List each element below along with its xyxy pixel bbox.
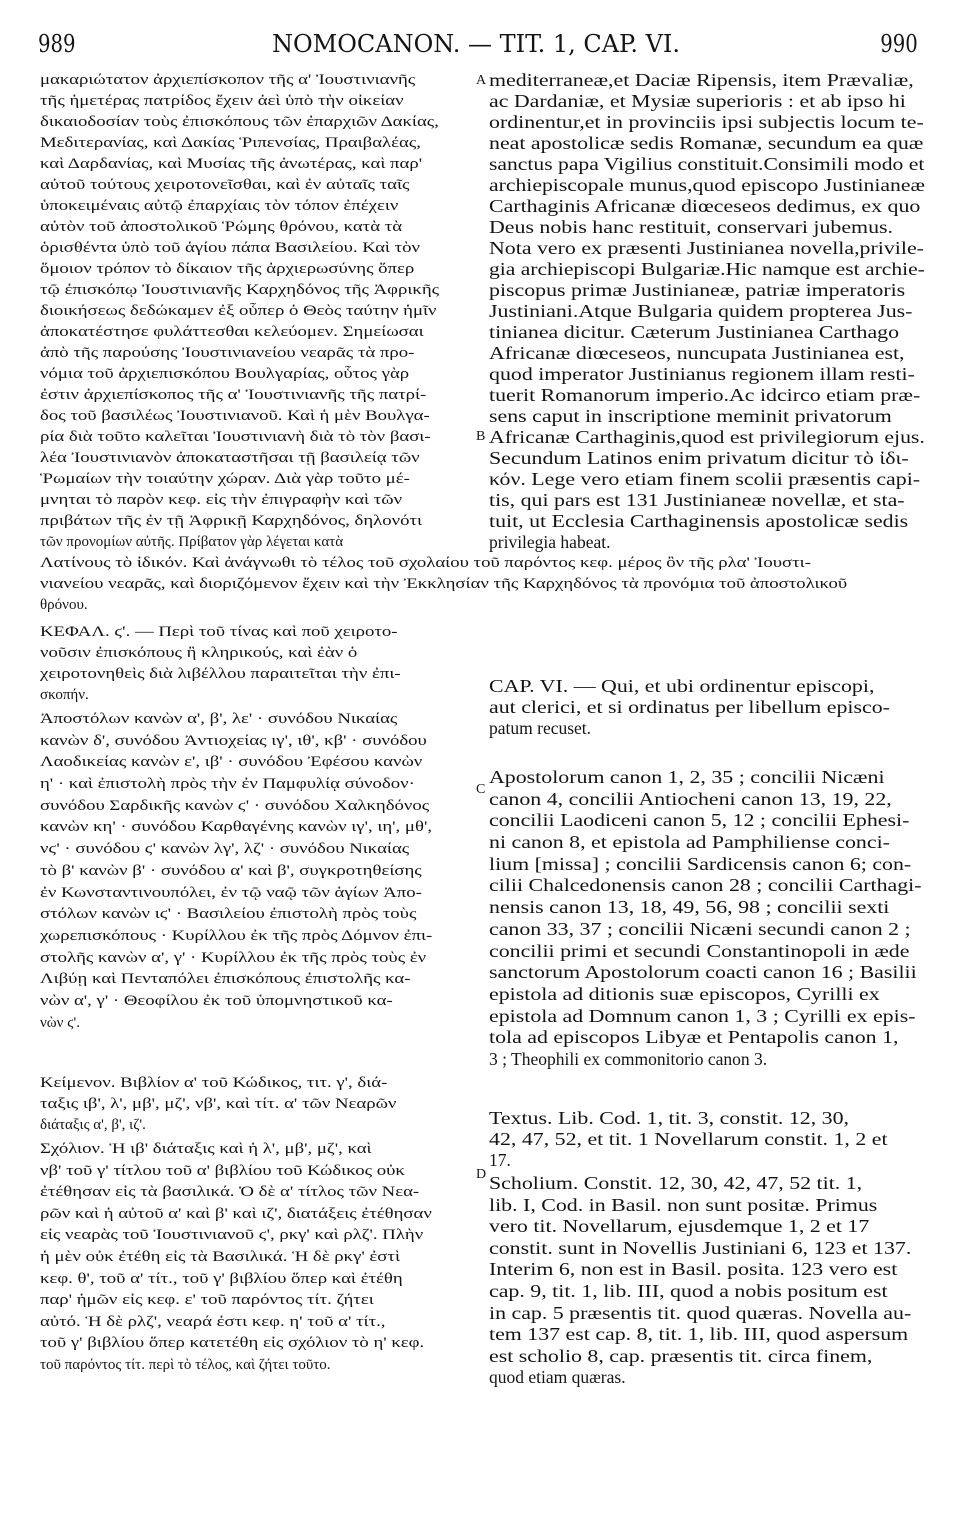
greek-scholium-line: Σχόλιον. Ἡ ιβ' διάταξις καὶ ἡ λ', μβ', μζ', καὶ: [40, 1141, 372, 1157]
latin-text-line: quod imperator Justinianus regionem illam resti-: [489, 364, 915, 384]
latin-text-line: ac Dardaniæ, et Mysiæ superioris : et ab ipso hi: [489, 91, 906, 111]
greek-canon-line: ἐν Κωνσταντινουπόλει, ἐν τῷ ναῷ τῶν ἁγίων Ἀπο-: [40, 884, 422, 901]
page-header: [34, 30, 918, 64]
greek-canon-line: Ἀποστόλων κανὼν α', β', λε' · συνόδου Νικαίας: [40, 711, 398, 727]
greek-canon-line: κανὼν δ', συνόδου Ἀντιοχείας ιγ', ιθ', κβ' · συνόδου: [40, 732, 427, 749]
greek-chapter-heading: [40, 622, 476, 706]
greek-canon-line: Λαοδικείας κανὼν ε', ιβ' · συνόδου Ἐφέσου κανὼν: [40, 754, 423, 771]
greek-chapter-line: σκοπήν.: [40, 687, 89, 703]
latin-scholium-line: tem 137 est cap. 8, tit. 1, lib. III, quod aspersum: [489, 1324, 909, 1345]
latin-textus: [489, 1108, 925, 1171]
latin-canons-list: [489, 767, 925, 1071]
greek-text-line: Ῥωμαίων τὴν τοιαύτην χώραν. Διὰ γὰρ τοῦτο μέ-: [40, 471, 410, 487]
greek-scholium-line: ἡ μὲν οὐκ ἐτέθη εἰς τὰ Βασιλικά. Ἡ δὲ ρκγ' ἐστὶ: [40, 1248, 400, 1265]
greek-text-line: διοικήσεως δεδώκαμεν ἐξ οὗπερ ὁ Θεὸς ταύτην ἡμῖν: [40, 303, 437, 319]
greek-column-top: [40, 70, 476, 553]
latin-chapter-line: patum recuset.: [489, 718, 592, 738]
greek-chapter-line: νοῦσιν ἐπισκόπους ἢ κληρικούς, καὶ ἐὰν ὁ: [40, 645, 358, 661]
latin-text-line: ordinentur,et in provinciis ipsi subjectis locum te-: [489, 112, 924, 132]
latin-scholium: [489, 1173, 925, 1389]
latin-scholium-line: Scholium. Constit. 12, 30, 42, 47, 52 tit. 1,: [489, 1173, 863, 1193]
greek-text-line: μνηται τὸ παρὸν κεφ. εἰς τὴν ἐπιγραφὴν καὶ τῶν: [40, 492, 403, 508]
latin-text-line: κόν. Lege vero etiam finem scolii præsentis capi-: [489, 469, 921, 489]
greek-text-line: αὐτὸν τοῦ ἀποστολικοῦ Ῥώμης θρόνου, κατὰ τὰ: [40, 219, 403, 235]
greek-scholium-line: παρ' ἡμῶν εἰς κεφ. ε' τοῦ παρόντος τίτ. ζήτει: [40, 1292, 374, 1309]
greek-canon-line: νϛ' · συνόδου ϛ' κανὼν λγ', λζ' · συνόδου Νικαίας: [40, 841, 410, 858]
greek-span-line: νιανείου νεαρᾶς, καὶ διοριζόμενον ἔχειν καὶ τὴν Ἐκκλησίαν τῆς Καρχηδόνος τὰ προνόμια τοῦ ἀποστολικοῦ: [40, 576, 848, 592]
greek-span-line: Λατίνους τὸ ἰδικόν. Καὶ ἀνάγνωθι τὸ τέλος τοῦ σχολαίου τοῦ παρόντος κεφ. μέρος ὂν τῆς ρλα' Ἰουστι-: [40, 555, 811, 571]
greek-spanning-lines: [40, 553, 924, 616]
latin-canon-line: epistola ad ditionis suæ episcopos, Cyrilli ex: [489, 983, 880, 1004]
latin-chapter-heading: [489, 676, 925, 739]
greek-canon-line: νὼν α', γ' · Θεοφίλου ἐκ τοῦ ὑπομνηστικοῦ κα-: [40, 992, 393, 1009]
greek-canon-line: συνόδου Σαρδικῆς κανὼν ϛ' · συνόδου Χαλκηδόνος: [40, 797, 430, 814]
greek-text-line: δικαιοδοσίαν τοὺς ἐπισκόπους τῶν ἐπαρχιῶν Δακίας,: [40, 114, 439, 130]
greek-text-line: ἀποκατέστησε φυλάττεσθαι κελεύομεν. Σημείωσαι: [40, 324, 424, 340]
greek-text-line: μακαριώτατον ἀρχιεπίσκοπον τῆς α' Ἰουστινιανῆς: [40, 72, 416, 88]
section-marker-d: D: [476, 1167, 487, 1182]
latin-chapter-line: aut clerici, et si ordinatus per libellum episco-: [489, 697, 890, 717]
greek-text-line: καὶ Δαρδανίας, καὶ Μυσίας τῆς ἀνωτέρας, καὶ παρ': [40, 156, 423, 172]
latin-canon-line: cilii Chalcedonensis canon 28 ; concilii Carthagi-: [489, 875, 922, 896]
greek-text-line: τῶν προνομίων αὐτῆς. Πρίβατον γὰρ λέγεται κατὰ: [40, 534, 344, 550]
latin-text-line: tinianea dicitur. Cæterum Justinianea Carthago: [489, 322, 900, 342]
latin-canon-line: canon 33, 37 ; concilii Nicæni secundi canon 2 ;: [489, 918, 911, 939]
latin-chapter-line: CAP. VI. — Qui, et ubi ordinentur episcopi,: [489, 676, 875, 696]
greek-text-line: ὅμοιον τρόπον τὸ δίκαιον τῆς ἀρχιερωσύνης ὅπερ: [40, 261, 415, 277]
section-marker-a: A: [476, 73, 487, 88]
latin-text-line: piscopus primæ Justinianeæ, patriæ imperatoris: [489, 280, 906, 300]
latin-textus-line: 42, 47, 52, et tit. 1 Novellarum constit. 1, 2 et: [489, 1129, 888, 1149]
latin-canon-line: canon 4, concilii Antiocheni canon 13, 19, 22,: [489, 788, 892, 809]
latin-canon-line: concilii Laodiceni canon 5, 12 ; concilii Ephesi-: [489, 810, 910, 831]
latin-textus-line: 17.: [489, 1150, 511, 1170]
greek-canon-line: η' · καὶ ἐπιστολὴ πρὸς τὴν ἐν Παμφυλίᾳ σύνοδον·: [40, 776, 415, 793]
latin-text-line: tis, qui pars est 131 Justinianeæ novellæ, et sta-: [489, 490, 905, 510]
page-number-right: 990: [880, 30, 918, 58]
greek-text-line: λέα Ἰουστινιανὸν ἀποκαταστῆσαι τῇ βασιλείᾳ τῶν: [40, 450, 420, 466]
latin-scholium-line: Interim 6, non est in Basil. posita. 123 vero est: [489, 1259, 898, 1280]
latin-scholium-line: cap. 9, tit. 1, lib. III, quod a nobis positum est: [489, 1280, 888, 1301]
greek-scholium-line: νβ' τοῦ γ' τίτλου τοῦ α' βιβλίου τοῦ Κώδικος οὐκ: [40, 1162, 405, 1179]
greek-canons-list: [40, 709, 476, 1034]
greek-chapter-line: ΚΕΦΑΛ. ϛ'. — Περὶ τοῦ τίνας καὶ ποῦ χειροτο-: [40, 624, 398, 640]
greek-scholium: [40, 1139, 476, 1377]
latin-text-line: neat apostolicæ sedis Romanæ, secundum ea quæ: [489, 133, 924, 153]
latin-canon-line: nensis canon 13, 18, 49, 56, 98 ; concilii sexti: [489, 897, 890, 918]
latin-column-top: [489, 70, 925, 553]
latin-text-line: Africanæ diœceseos, nuncupata Justinianea est,: [489, 343, 905, 363]
greek-canon-line: Λιβύῃ καὶ Πενταπόλει ἐπισκόπους ἐπιστολῆς κα-: [40, 971, 411, 988]
greek-scholium-line: ἐτέθησαν εἰς τὰ βασιλικά. Ὁ δὲ α' τίτλος τῶν Νεα-: [40, 1184, 420, 1201]
greek-textus-line: Κείμενον. Βιβλίον α' τοῦ Κώδικος, τιτ. γ', διά-: [40, 1075, 388, 1091]
latin-scholium-line: constit. sunt in Novellis Justiniani 6, 123 et 137.: [489, 1237, 912, 1258]
latin-scholium-line: est scholio 8, cap. præsentis tit. circa finem,: [489, 1345, 873, 1366]
latin-canon-line: sanctorum Apostolorum coacti canon 16 ; Basilii: [489, 962, 917, 983]
latin-text-line: gia archiepiscopi Bulgariæ.Hic namque est archie-: [489, 259, 925, 279]
running-title: NOMOCANON. — TIT. 1, CAP. VI.: [271, 30, 681, 58]
greek-text-line: ἐστιν ἀρχιεπίσκοπος τῆς α' Ἰουστινιανῆς τῆς πατρί-: [40, 387, 427, 403]
latin-text-line: Carthaginis Africanæ diœceseos dedimus, ex quo: [489, 196, 921, 216]
latin-text-line: Africanæ Carthaginis,quod est privilegiorum ejus.: [489, 427, 925, 447]
section-marker-c: C: [476, 782, 486, 797]
latin-canon-line: concilii primi et secundi Constantinopoli in æde: [489, 940, 910, 961]
greek-text-line: ἀπὸ τῆς παρούσης Ἰουστινιανείου νεαρᾶς τὰ προ-: [40, 345, 415, 361]
latin-text-line: Secundum Latinos enim privatum dicitur τὸ ἰδι-: [489, 448, 909, 468]
greek-scholium-line: κεφ. θ', τοῦ α' τίτ., τοῦ γ' βιβλίου ὅπερ καὶ ἐτέθη: [40, 1270, 403, 1287]
latin-scholium-line: quod etiam quæras.: [489, 1367, 626, 1388]
greek-scholium-line: τοῦ γ' βιβλίου ὅπερ κατετέθη εἰς σχόλιον τὸ η' κεφ.: [40, 1335, 425, 1352]
greek-text-line: τῷ ἐπισκόπῳ Ἰουστινιανῆς Καρχηδόνος τῆς Ἀφρικῆς: [40, 282, 440, 298]
latin-canon-line: 3 ; Theophili ex commonitorio canon 3.: [489, 1048, 768, 1069]
greek-canon-line: νὼν ϛ'.: [40, 1014, 80, 1031]
greek-text-line: τῆς ἡμετέρας πατρίδος ἔχειν ἀεὶ ὑπὸ τὴν οἰκείαν: [40, 93, 404, 109]
section-marker-b: B: [476, 429, 486, 444]
latin-textus-line: Textus. Lib. Cod. 1, tit. 3, constit. 12, 30,: [489, 1108, 850, 1128]
greek-text-line: πριβάτων τῆς ἐν τῇ Ἀφρικῇ Καρχηδόνος, δηλονότι: [40, 513, 423, 529]
latin-canon-line: Apostolorum canon 1, 2, 35 ; concilii Nicæni: [489, 767, 885, 787]
latin-text-line: Deus nobis hanc restituit, conservari jubemus.: [489, 217, 894, 237]
greek-text-line: δος τοῦ βασιλέως Ἰουστινιανοῦ. Καὶ ἡ μὲν Βουλγα-: [40, 408, 430, 424]
latin-text-line: Justiniani.Atque Bulgaria quidem propterea Jus-: [489, 301, 913, 321]
greek-text-line: νόμια τοῦ ἀρχιεπισκόπου Βουλγαρίας, οὗτος γὰρ: [40, 366, 410, 382]
greek-textus-line: διάταξις α', β', ιζ'.: [40, 1117, 146, 1133]
greek-scholium-line: ρῶν καὶ ἡ αὐτοῦ α' καὶ β' καὶ ιζ', διατάξεις ἐτέθησαν: [40, 1205, 432, 1222]
latin-canon-line: epistola ad Domnum canon 1, 3 ; Cyrilli ex epis-: [489, 1005, 916, 1026]
greek-canon-line: κανὼν κη' · συνόδου Καρθαγένης κανὼν ιγ', ιη', μθ',: [40, 819, 433, 836]
greek-canon-line: χωρεπισκόπους · Κυρίλλου ἐκ τῆς πρὸς Δόμνον ἐπι-: [40, 927, 433, 944]
greek-chapter-line: χειροτονηθεὶς διὰ λιβέλλου παραιτεῖται τὴν ἐπι-: [40, 666, 401, 682]
latin-scholium-line: vero tit. Novellarum, ejusdemque 1, 2 et 17: [489, 1216, 870, 1237]
latin-scholium-line: in cap. 5 præsentis tit. quod quæras. Novella au-: [489, 1302, 912, 1323]
page-number-left: 989: [38, 30, 76, 58]
greek-text-line: ὁρισθέντα ὑπὸ τοῦ ἁγίου πάπα Βασιλείου. Καὶ τὸν: [40, 240, 421, 256]
latin-text-line: tuerit Romanorum imperio.Ac idcirco etiam præ-: [489, 385, 921, 405]
greek-canon-line: τὸ β' κανὼν β' · συνόδου α' καὶ β', συγκροτηθείσης: [40, 862, 422, 879]
latin-text-line: sanctus papa Vigilius constituit.Consimili modo et: [489, 154, 925, 174]
latin-canon-line: lium [missa] ; concilii Sardicensis canon 6; con-: [489, 853, 912, 874]
greek-scholium-line: εἰς νεαρὰς τοῦ Ἰουστινιανοῦ ϛ', ρκγ' καὶ ρλζ'. Πλὴν: [40, 1227, 424, 1244]
latin-canon-line: ni canon 8, et epistola ad Pamphiliense conci-: [489, 832, 890, 853]
greek-text-line: Μεδιτερανίας, καὶ Δακίας Ῥιπενσίας, Πραιβαλέας,: [40, 135, 421, 151]
greek-text-line: αὐτοῦ τούτους χειροτονεῖσθαι, καὶ ἐν αὐταῖς ταῖς: [40, 177, 410, 193]
greek-span-line: θρόνου.: [40, 597, 88, 613]
greek-canon-line: στολῆς κανὼν α', γ' · Κυρίλλου ἐκ τῆς πρὸς τοὺς ἐν: [40, 949, 427, 966]
latin-text-line: archiepiscopale munus,quod episcopo Justinianeæ: [489, 175, 925, 195]
latin-text-line: sens caput in inscriptione meminit privatorum: [489, 406, 892, 426]
greek-scholium-line: αὐτό. Ἡ δὲ ρλζ', νεαρά ἐστι κεφ. η' τοῦ α' τίτ.,: [40, 1313, 386, 1330]
greek-text-line: ρία διὰ τοῦτο καλεῖται Ἰουστινιανὴ διὰ τὸ τὸν βασι-: [40, 429, 431, 445]
latin-canon-line: tola ad episcopos Libyæ et Pentapolis canon 1,: [489, 1027, 899, 1048]
latin-text-line: privilegia habeat.: [489, 532, 611, 552]
latin-scholium-line: lib. I, Cod. in Basil. non sunt positæ. Primus: [489, 1194, 878, 1215]
greek-textus-line: ταξις ιβ', λ', μβ', μζ', νβ', καὶ τίτ. α' τῶν Νεαρῶν: [40, 1096, 397, 1112]
latin-text-line: mediterraneæ,et Daciæ Ripensis, item Prævaliæ,: [489, 70, 914, 90]
latin-text-line: Nota vero ex præsenti Justinianea novella,privile-: [489, 238, 924, 258]
greek-textus: [40, 1073, 476, 1136]
greek-scholium-line: τοῦ παρόντος τίτ. περὶ τὸ τέλος, καὶ ζήτει τοῦτο.: [40, 1356, 331, 1373]
greek-text-line: ὑποκειμέναις αὐτῷ ἐπαρχίαις τὸν τόπον ἐπέχειν: [40, 198, 399, 214]
latin-text-line: tuit, ut Ecclesia Carthaginensis apostolicæ sedis: [489, 511, 909, 531]
greek-canon-line: στόλων κανὼν ιϛ' · Βασιλείου ἐπιστολὴ πρὸς τοὺς: [40, 906, 417, 923]
